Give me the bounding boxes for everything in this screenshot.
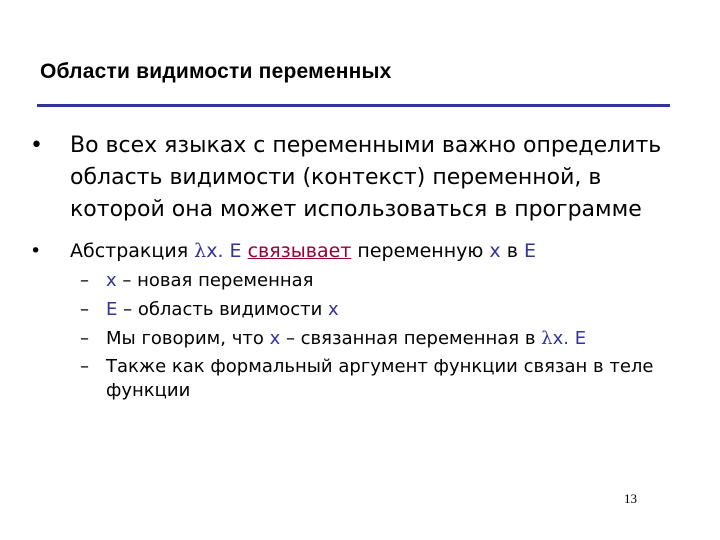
variable-x: x bbox=[489, 240, 501, 262]
variable-x: x bbox=[269, 328, 281, 349]
variable-e: E bbox=[523, 240, 536, 262]
bullet-item-scope bbox=[28, 130, 698, 226]
sub-item-formal-argument bbox=[80, 355, 698, 403]
variable-e: E bbox=[106, 299, 118, 320]
dash-marker: – bbox=[80, 299, 89, 320]
sub-bullet-list bbox=[80, 266, 698, 403]
lambda-expression: x. E bbox=[552, 328, 587, 349]
dash-marker: – bbox=[80, 356, 89, 377]
sub-item-scope bbox=[80, 295, 698, 324]
page-number: 13 bbox=[624, 491, 637, 506]
dash-marker: – bbox=[80, 328, 89, 349]
lambda-symbol: λ bbox=[194, 240, 207, 262]
dash-marker: – bbox=[80, 270, 89, 291]
lambda-expression: x. E bbox=[206, 240, 242, 262]
sub-item-text: – связанная переменная в bbox=[280, 328, 542, 349]
binds-link[interactable]: связывает bbox=[247, 240, 352, 262]
bullet-marker: • bbox=[30, 133, 43, 158]
bullet-text: Во всех языках с переменными важно определить область видимости (контекст) переменной, в которой она может использоваться в программе bbox=[70, 133, 662, 222]
bullet-item-abstraction bbox=[28, 238, 698, 264]
slide-title: Области видимости переменных bbox=[40, 60, 392, 83]
variable-x: x bbox=[106, 270, 117, 291]
sub-item-text: Мы говорим, что bbox=[106, 328, 270, 349]
sub-item-bound-variable bbox=[80, 324, 698, 353]
sub-item-new-variable bbox=[80, 266, 698, 295]
lambda-symbol: λ bbox=[541, 328, 553, 349]
bullet-text-in: в bbox=[500, 240, 524, 262]
bullet-marker: • bbox=[30, 240, 42, 262]
bullet-text-middle: переменную bbox=[351, 240, 490, 262]
sub-item-text: – новая переменная bbox=[116, 270, 314, 291]
bullet-list bbox=[28, 130, 698, 403]
sub-item-text: Также как формальный аргумент функции связан в теле функции bbox=[106, 356, 654, 401]
bullet-text-prefix: Абстракция bbox=[70, 240, 195, 262]
sub-item-text: – область видимости bbox=[117, 299, 329, 320]
variable-x: x bbox=[328, 299, 339, 320]
title-underline bbox=[37, 104, 670, 107]
